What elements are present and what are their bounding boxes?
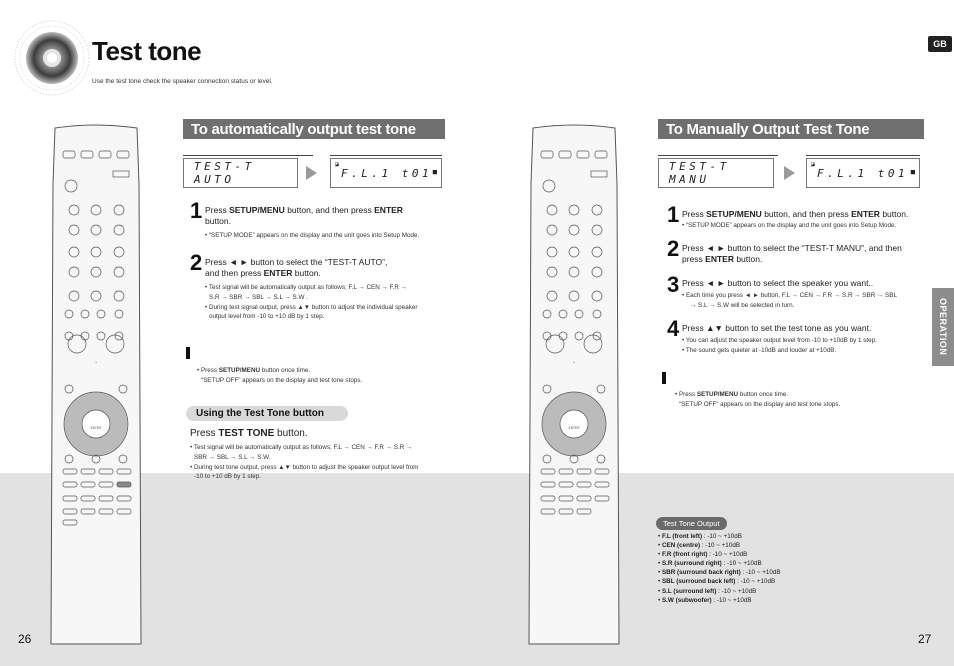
step-2-text: Press ◄ ► button to select the “TEST-T AUTO”, and then press ENTER button. xyxy=(205,257,388,278)
language-badge: GB xyxy=(928,36,952,52)
svg-text:ENTER: ENTER xyxy=(90,426,102,430)
step-number: 2 xyxy=(667,236,680,261)
step-1-text: Press SETUP/MENU button, and then press ENTER button. xyxy=(682,209,909,219)
lcd-display-auto: TEST-T AUTO xyxy=(183,158,298,188)
step-number: 1 xyxy=(190,198,203,223)
side-tab-label: OPERATION xyxy=(938,298,948,356)
cancel-note: • Press SETUP/MENU button once time. “SETUP OFF” appears on the display and test tone stops. xyxy=(675,391,841,408)
tto-list-item: • S.R (surround right) : -10 ~ +10dB xyxy=(658,560,762,568)
lcd-display-manual: TEST-T MANU xyxy=(658,158,774,188)
side-tab-operation xyxy=(932,288,954,366)
tto-list-item: • SBL (surround back left) : -10 ~ +10dB xyxy=(658,578,776,586)
speaker-icon xyxy=(14,12,92,104)
dolby-icon: ■ xyxy=(432,168,437,176)
cancel-marker xyxy=(662,372,666,384)
lcd-rule xyxy=(330,155,442,156)
step-1-note: • “SETUP MODE” appears on the display and the unit goes into Setup Mode. xyxy=(682,222,897,229)
svg-text:+: + xyxy=(95,361,97,365)
arrow-right-icon xyxy=(306,166,317,180)
svg-text:+: + xyxy=(573,361,575,365)
speaker-mini-icon: ◪ xyxy=(811,161,815,168)
step-3-note: • Each time you press ◄ ► button, F.L → CEN → F.R → S.R → SBR → SBL → S.L → S.W will be selected in turn. xyxy=(682,292,897,309)
step-number: 3 xyxy=(667,272,680,297)
test-tone-output-list xyxy=(658,532,781,605)
step-number: 1 xyxy=(667,202,680,227)
step-number: 2 xyxy=(190,250,203,275)
step-1-text: Press SETUP/MENU button, and then press ENTER button. xyxy=(205,205,403,226)
tto-list-item: • F.L (front left) : -10 ~ +10dB xyxy=(658,533,742,540)
svg-text:ENTER: ENTER xyxy=(568,426,580,430)
tto-list-item: • SBR (surround back right) : -10 ~ +10dB xyxy=(658,569,781,577)
lcd-rule xyxy=(806,155,920,156)
step-1-note: • “SETUP MODE” appears on the display and the unit goes into Setup Mode. xyxy=(205,232,420,239)
tto-list-item: • S.W (subwoofer) : -10 ~ +10dB xyxy=(658,596,752,604)
section-header-auto: To automatically output test tone xyxy=(183,119,445,139)
test-tone-instruction: Press TEST TONE button. xyxy=(190,428,308,439)
tto-list-item: • CEN (centre) : -10 ~ +10dB xyxy=(658,542,741,550)
step-number: 4 xyxy=(667,316,680,341)
lcd-display-speaker: ◪ F.L.1 t01 ■ xyxy=(330,158,442,188)
step-2-text: Press ◄ ► button to select the “TEST-T MANU”, and then press ENTER button. xyxy=(682,243,902,264)
lcd-rule xyxy=(658,155,778,156)
speaker-mini-icon: ◪ xyxy=(335,161,339,168)
step-4-text: Press ▲▼ button to set the test tone as you want. xyxy=(682,323,872,333)
page-number-left: 26 xyxy=(18,632,32,646)
test-tone-note: • Test signal will be automatically output as follows; F.L → CEN → F.R → S.R → SBR → SBL → S.L → S.W. • During test tone output, press ▲▼ button to adjust the speaker output level from -10 to +10 dB by 1 step. xyxy=(190,444,419,481)
lcd-display-speaker: ◪ F.L.1 t01 ■ xyxy=(806,158,920,188)
page-title: Test tone xyxy=(92,36,202,66)
tto-list-item: • F.R (front right) : -10 ~ +10dB xyxy=(658,551,748,559)
lcd-rule xyxy=(183,155,313,156)
remote-control-right xyxy=(527,124,621,649)
step-2-note: • Test signal will be automatically output as follows; F.L → CEN → F.R → S.R → SBR → SBL → S.L → S.W . • During test signal output, press ▲▼ button to adjust the individual speaker output level from -10 to +10 dB by 1 step. xyxy=(205,284,418,321)
step-3-text: Press ◄ ► button to select the speaker you want.. xyxy=(682,278,874,288)
tto-list-item: • S.L (surround left) : -10 ~ +10dB xyxy=(658,587,757,595)
page-number-right: 27 xyxy=(918,632,932,646)
page-subtitle: Use the test tone check the speaker connection status or level. xyxy=(92,78,273,85)
cancel-marker xyxy=(186,347,190,359)
step-4-note: • You can adjust the speaker output level from -10 to +10dB by 1 step. • The sound gets quieter at -10dB and louder at +10dB. xyxy=(682,337,877,354)
test-tone-output-pill: Test Tone Output xyxy=(656,517,727,530)
section-header-manual: To Manually Output Test Tone xyxy=(658,119,924,139)
bottom-band xyxy=(0,473,954,666)
test-tone-button-pill: Using the Test Tone button xyxy=(186,406,348,421)
dolby-icon: ■ xyxy=(910,168,915,176)
remote-control-left xyxy=(49,124,143,649)
arrow-right-icon xyxy=(784,166,795,180)
cancel-note: • Press SETUP/MENU button once time. “SETUP OFF” appears on the display and test tone stops. xyxy=(197,367,363,384)
